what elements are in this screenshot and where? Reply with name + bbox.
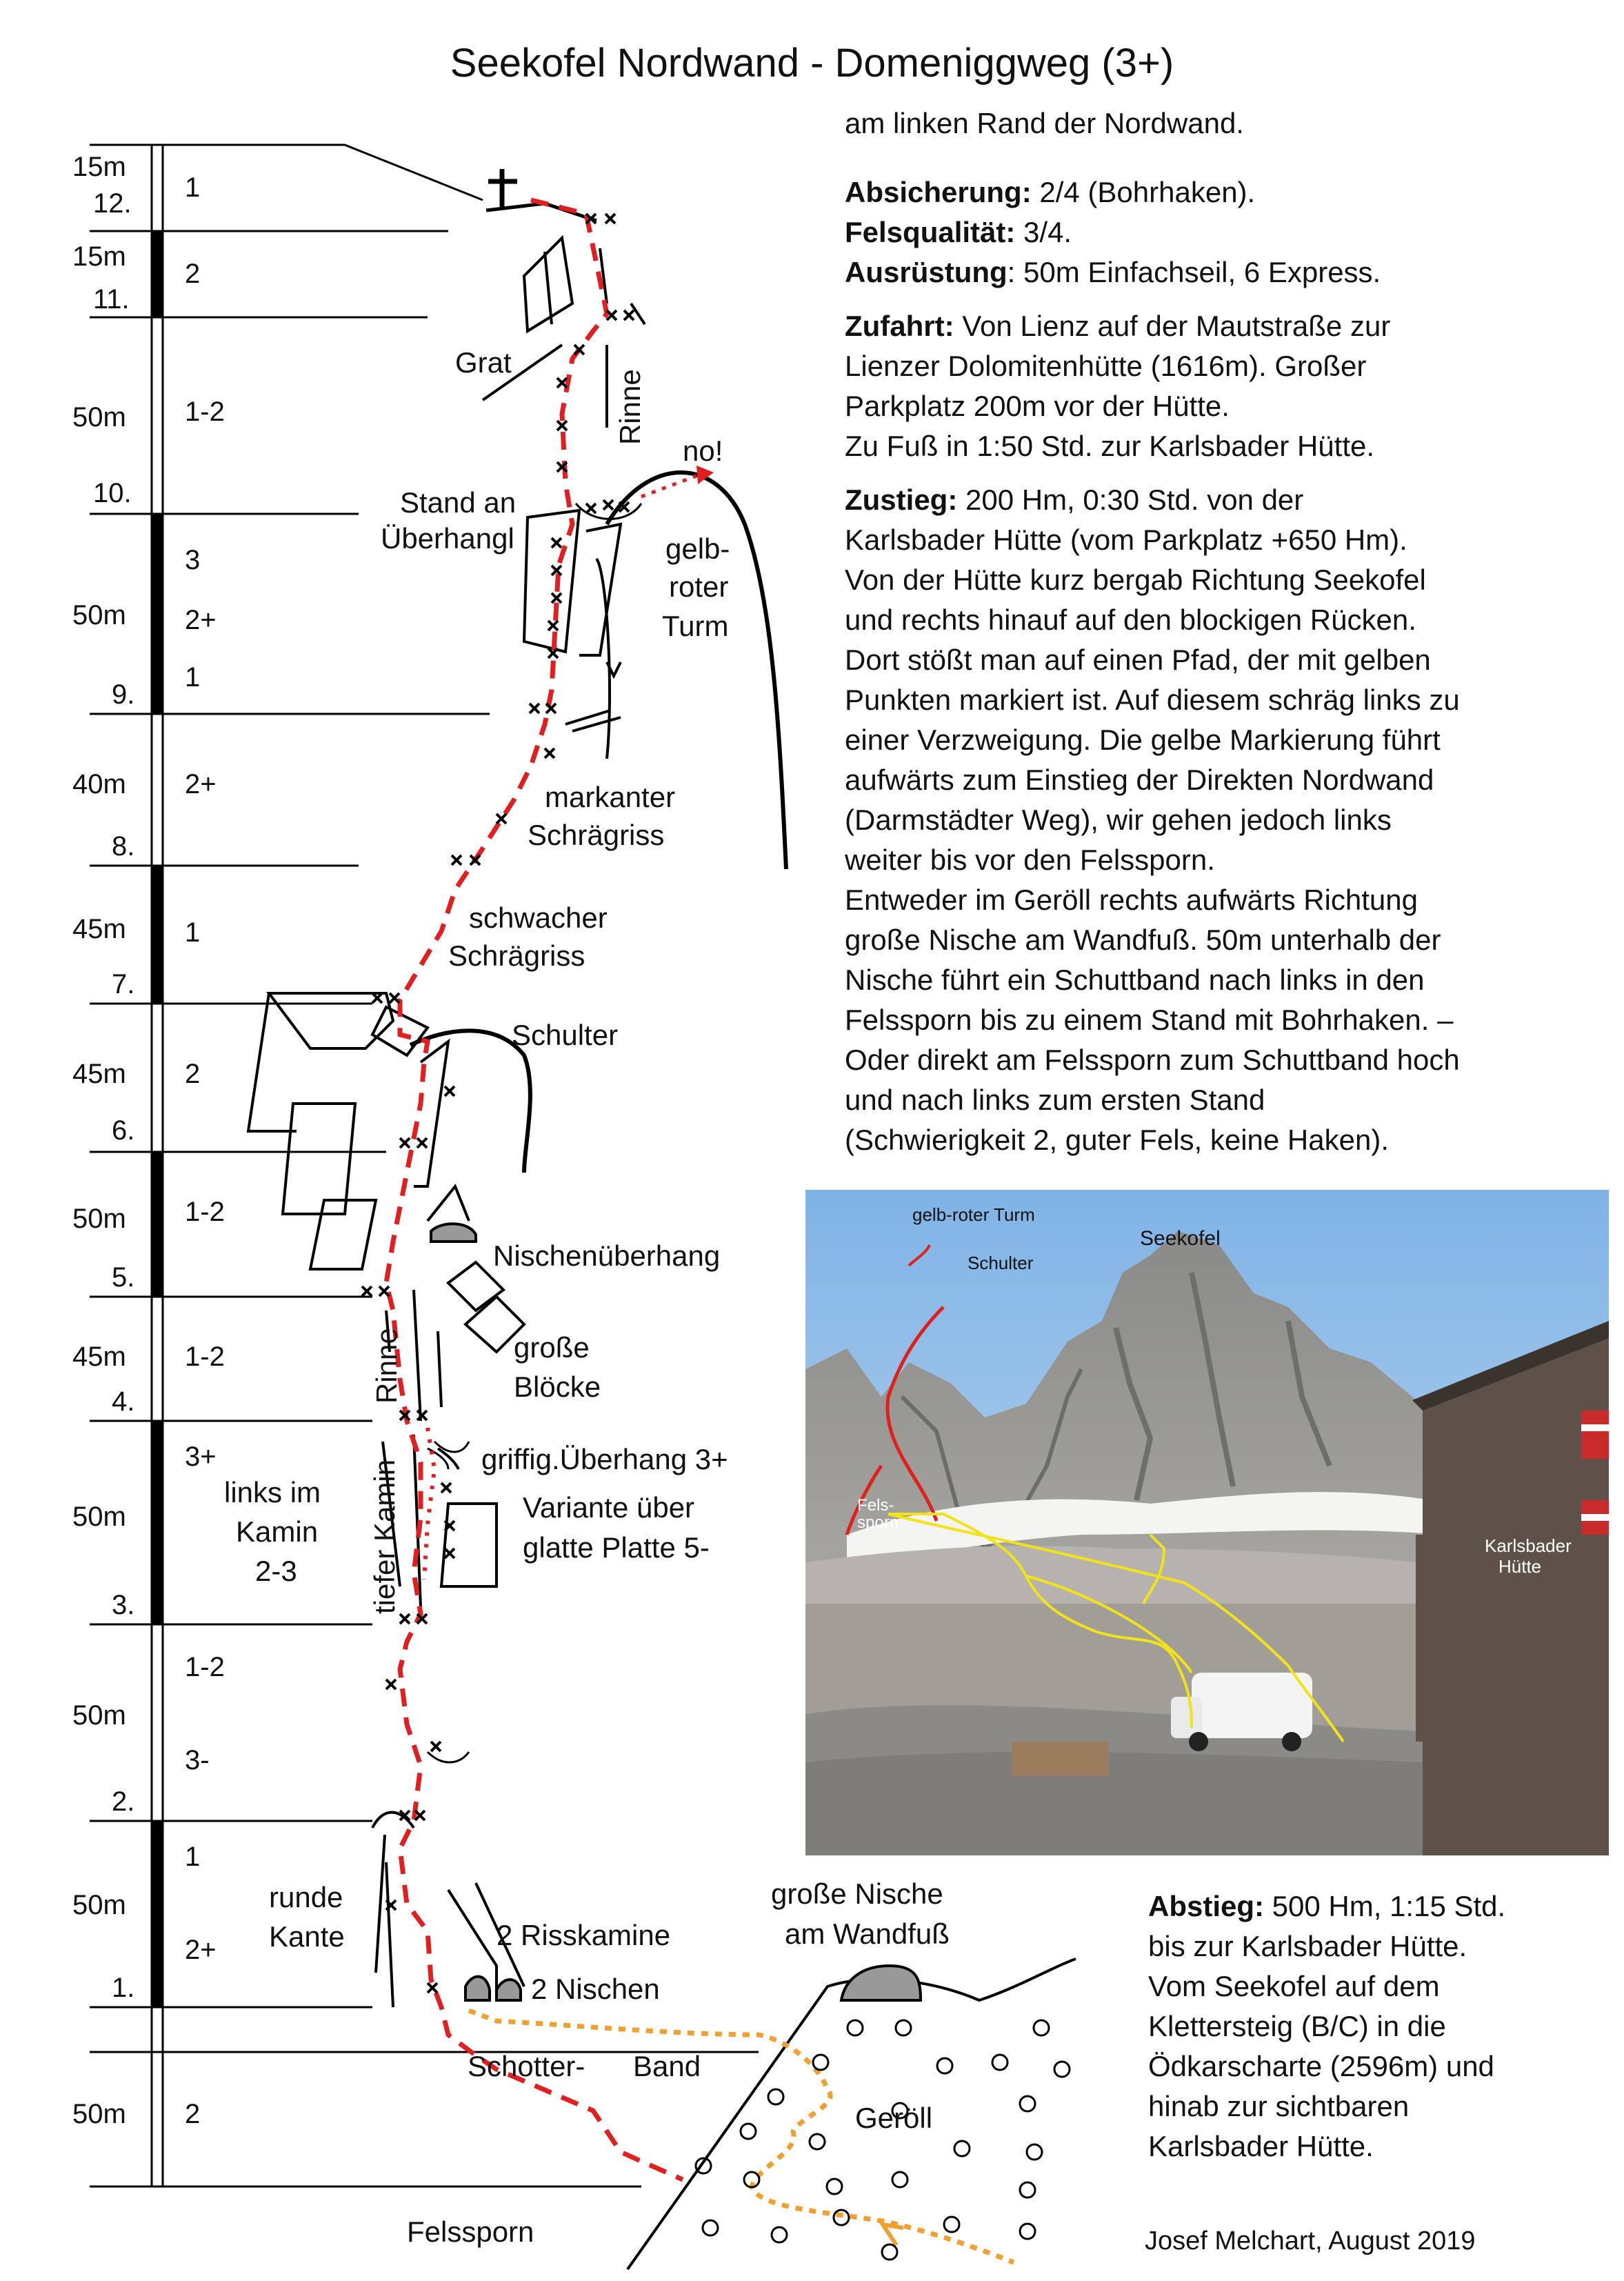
zustieg-line: und nach links zum ersten Stand: [845, 1084, 1265, 1116]
label-turm: Turm: [662, 610, 729, 642]
pitch-no: 10.: [93, 478, 132, 508]
label-nischenueberhang: Nischenüberhang: [493, 1239, 721, 1272]
label-markanter: markanter: [545, 781, 676, 813]
pitch-grade: 2+: [185, 605, 217, 635]
label-variante: Variante über: [523, 1491, 695, 1524]
pitch-grade: 2: [185, 1059, 201, 1089]
label-risskamine: 2 Risskamine: [497, 1919, 671, 1951]
zufahrt-line: Lienzer Dolomitenhütte (1616m). Großer: [845, 350, 1367, 382]
abstieg-line: Klettersteig (B/C) in die: [1148, 2010, 1446, 2042]
label-markanter: Schrägriss: [528, 819, 665, 851]
zustieg-line: Dort stößt man auf einen Pfad, der mit gelben: [845, 644, 1431, 676]
bolts: [362, 214, 634, 1993]
label-tiefer-kamin: tiefer Kamin: [368, 1459, 401, 1614]
pitch-len: 15m: [72, 152, 126, 182]
pitch-scale: [90, 145, 759, 2187]
approach-arrow-icon: [883, 2224, 903, 2245]
pitch-no: 5.: [112, 1262, 135, 1293]
label-variante: glatte Platte 5-: [523, 1531, 710, 1564]
abstieg-line: Vom Seekofel auf dem: [1148, 1970, 1440, 2002]
label-kamin: 2-3: [255, 1555, 297, 1587]
label-stand: Stand an: [400, 486, 517, 519]
pitch-grade: 3+: [185, 1442, 217, 1472]
zufahrt: Zufahrt: Von Lienz auf der Mautstraße zur: [845, 310, 1391, 342]
abstieg-line: Ödkarscharte (2596m) und: [1148, 2050, 1494, 2082]
pitch-len: 50m: [72, 1204, 126, 1234]
label-felssporn: Felssporn: [407, 2215, 534, 2248]
label-rinne-top: Rinne: [614, 369, 646, 445]
label-grosse-nische: große Nische: [771, 1877, 943, 1910]
approach-photo: [805, 1190, 1609, 1855]
photo-label-huette: Hütte: [1498, 1556, 1542, 1577]
photo-label-schulter: Schulter: [968, 1253, 1034, 1273]
zustieg-line: einer Verzweigung. Die gelbe Markierung führt: [845, 724, 1441, 756]
label-kamin: Kamin: [236, 1515, 319, 1548]
pitch-len: 40m: [72, 769, 126, 799]
intro: am linken Rand der Nordwand.: [845, 107, 1244, 139]
pitch-grade: 1: [185, 662, 201, 693]
photo-label-felssporn: Fels-: [857, 1496, 894, 1515]
pitch-grade: 1-2: [185, 397, 225, 427]
label-band: Band: [633, 2050, 701, 2082]
pitch-grade: 2: [185, 259, 201, 289]
scale-bars: [152, 231, 163, 2007]
label-bloecke: große: [514, 1331, 590, 1364]
pitch-grade: 1-2: [185, 1197, 225, 1227]
summit-cross-icon: [488, 169, 517, 207]
label-schwacher: Schrägriss: [448, 939, 585, 972]
pitch-no: 1.: [112, 1973, 135, 2003]
label-grat: Grat: [455, 346, 512, 379]
pitch-len: 50m: [72, 2099, 126, 2129]
photo-label-seekofel: Seekofel: [1140, 1227, 1221, 1250]
pitch-len: 45m: [72, 914, 126, 944]
abstieg-line: hinab zur sichtbaren: [1148, 2090, 1410, 2122]
pitch-grade: 2: [185, 2099, 201, 2129]
author: Josef Melchart, August 2019: [1145, 2227, 1476, 2255]
pitch-grade: 3-: [185, 1745, 210, 1775]
abstieg-line: bis zur Karlsbader Hütte.: [1148, 1930, 1467, 1962]
label-turm: roter: [669, 570, 729, 603]
label-grosse-nische: am Wandfuß: [785, 1918, 950, 1950]
pitch-no: 2.: [112, 1786, 135, 1817]
zustieg-line: Felssporn bis zu einem Stand mit Bohrhaken. –: [845, 1004, 1454, 1036]
pitch-no: 3.: [112, 1590, 135, 1620]
label-schulter: Schulter: [512, 1019, 619, 1051]
pitch-grade: 2+: [185, 1935, 217, 1965]
zustieg: Zustieg: 200 Hm, 0:30 Std. von der: [845, 484, 1304, 516]
label-rinne-mid: Rinne: [370, 1328, 403, 1404]
zustieg-line: Entweder im Geröll rechts aufwärts Richtung: [845, 884, 1418, 916]
pitch-no: 7.: [112, 969, 135, 999]
description: [845, 103, 1603, 1160]
label-kamin: links im: [224, 1476, 321, 1508]
photo-label-turm: gelb-roter Turm: [912, 1204, 1035, 1225]
label-nischen: 2 Nischen: [531, 1973, 660, 2005]
abstieg: [1148, 1886, 1590, 2167]
label-runde-kante: runde: [269, 1881, 343, 1913]
pitch-grade: 1: [185, 172, 201, 203]
label-schwacher: schwacher: [469, 902, 608, 934]
zustieg-line: große Nische am Wandfuß. 50m unterhalb der: [845, 924, 1441, 956]
ausruestung: Ausrüstung: 50m Einfachseil, 6 Express.: [845, 256, 1381, 288]
pitch-grade: 1: [185, 1842, 201, 1872]
pitch-grade: 2+: [185, 769, 217, 799]
label-geroell: Geröll: [855, 2102, 933, 2134]
abstieg-first: Abstieg: 500 Hm, 1:15 Std.: [1148, 1890, 1506, 1922]
label-runde-kante: Kante: [269, 1920, 345, 1953]
pitch-no: 8.: [112, 831, 135, 861]
label-bloecke: Blöcke: [514, 1371, 601, 1403]
pitch-len: 45m: [72, 1342, 126, 1372]
abstieg-line: Karlsbader Hütte.: [1148, 2130, 1374, 2162]
pitch-len: 15m: [72, 241, 126, 272]
zustieg-line: (Schwierigkeit 2, guter Fels, keine Haken).: [845, 1124, 1389, 1156]
pitch-grade: 1-2: [185, 1652, 225, 1682]
pitch-len: 50m: [72, 402, 126, 432]
pitch-no: 12.: [93, 188, 132, 219]
photo-label-huette: Karlsbader: [1485, 1535, 1572, 1556]
pitch-grade: 1-2: [185, 1342, 225, 1372]
zustieg-line: Karlsbader Hütte (vom Parkplatz +650 Hm).: [845, 524, 1407, 556]
pitch-len: 50m: [72, 1890, 126, 1920]
pitch-no: 4.: [112, 1386, 135, 1417]
label-schotter: Schotter-: [468, 2050, 585, 2082]
absicherung: Absicherung: 2/4 (Bohrhaken).: [845, 176, 1256, 208]
zustieg-line: Punkten markiert ist. Auf diesem schräg links zu: [845, 684, 1460, 716]
pitch-no: 11.: [93, 284, 130, 315]
zustieg-line: und rechts hinauf auf den blockigen Rücken.: [845, 604, 1416, 636]
zufahrt-line: Parkplatz 200m vor der Hütte.: [845, 390, 1230, 422]
pitch-len: 50m: [72, 1700, 126, 1731]
pitch-no: 6.: [112, 1115, 135, 1146]
pitch-len: 50m: [72, 1502, 126, 1532]
zustieg-line: Oder direkt am Felssporn zum Schuttband hoch: [845, 1044, 1460, 1076]
pitch-grade: 1: [185, 917, 201, 948]
pitch-grade: 3: [185, 545, 201, 575]
photo-label-felssporn: sporn: [857, 1513, 899, 1532]
zustieg-line: weiter bis vor den Felssporn.: [845, 844, 1215, 876]
zustieg-line: Nische führt ein Schuttband nach links in den: [845, 964, 1425, 996]
page-title: Seekofel Nordwand - Domeniggweg (3+): [450, 41, 1174, 86]
label-turm: gelb-: [665, 532, 730, 565]
pitch-len: 50m: [72, 600, 126, 630]
felsqualitaet: Felsqualität: 3/4.: [845, 216, 1072, 248]
zustieg-line: Von der Hütte kurz bergab Richtung Seekofel: [845, 564, 1426, 596]
zustieg-line: (Darmstädter Weg), wir gehen jedoch links: [845, 804, 1392, 836]
label-griffig: griffig.Überhang 3+: [481, 1443, 728, 1475]
pitch-no: 9.: [112, 679, 135, 710]
zufahrt-line: Zu Fuß in 1:50 Std. zur Karlsbader Hütte.: [845, 430, 1375, 462]
label-no: no!: [683, 435, 723, 467]
zustieg-line: aufwärts zum Einstieg der Direkten Nordwand: [845, 764, 1434, 796]
pitch-len: 45m: [72, 1059, 126, 1089]
label-stand: Überhangl: [381, 522, 514, 555]
